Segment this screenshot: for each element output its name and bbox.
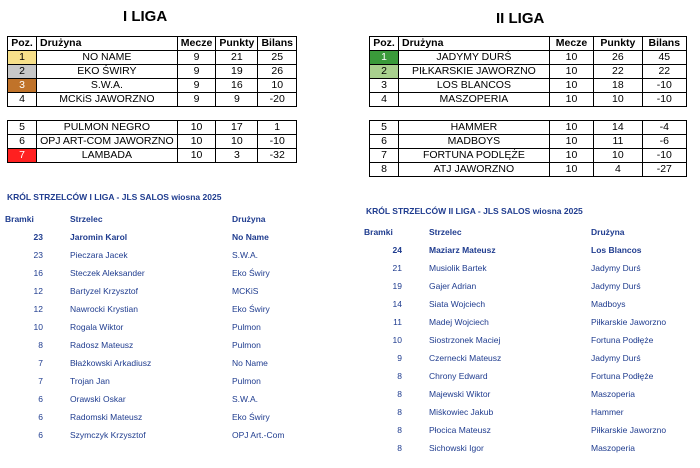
table-row (8, 65, 297, 79)
scorer-team-cell: No Name (232, 232, 269, 242)
matches-cell: 9 (177, 79, 216, 93)
balance-cell: 25 (258, 51, 297, 65)
points-cell: 14 (594, 121, 642, 135)
matches-cell: 9 (177, 65, 216, 79)
position-cell: 2 (370, 65, 399, 79)
scorers-header-row (364, 227, 684, 245)
scorer-name-cell: Madej Wojciech (429, 317, 489, 327)
scorer-name-cell: Nawrocki Krystian (70, 304, 139, 314)
scorer-name-cell: Błażkowski Arkadiusz (70, 358, 152, 368)
scorer-name-cell: Jaromin Karol (70, 232, 128, 242)
balance-header: Bilans (642, 37, 686, 51)
league2-scorers-list (364, 227, 684, 461)
scorer-team-cell: Piłkarskie Jaworzno (591, 425, 667, 435)
scorer-row (5, 250, 305, 268)
scorer-row (364, 317, 684, 335)
balance-cell: -6 (642, 135, 686, 149)
scorer-name-cell: Maziarz Mateusz (429, 245, 496, 255)
matches-cell: 10 (177, 121, 216, 135)
balance-header: Bilans (258, 37, 297, 51)
scorer-name-cell: Czernecki Mateusz (429, 353, 502, 363)
goals-header: Bramki (364, 227, 393, 237)
balance-cell: 1 (258, 121, 297, 135)
points-cell: 9 (216, 93, 258, 107)
scorer-team-cell: Fortuna Podłęże (591, 335, 654, 345)
table-row (8, 135, 297, 149)
goals-cell: 7 (38, 376, 43, 386)
scorer-team-cell: Hammer (591, 407, 624, 417)
goals-cell: 23 (33, 250, 43, 260)
points-header: Punkty (216, 37, 258, 51)
goals-cell: 10 (392, 335, 402, 345)
team-cell: S.W.A. (37, 79, 178, 93)
scorer-row (5, 268, 305, 286)
team-cell: MCKiS JAWORZNO (37, 93, 178, 107)
goals-cell: 6 (38, 412, 43, 422)
scorer-row (5, 358, 305, 376)
goals-cell: 12 (33, 304, 43, 314)
scorer-name-cell: Majewski Wiktor (429, 389, 491, 399)
spacer-cell (370, 107, 687, 121)
goals-cell: 6 (38, 394, 43, 404)
team-header: Drużyna (232, 214, 266, 224)
league1-title: I LIGA (123, 8, 168, 25)
league1-table (7, 36, 297, 163)
scorer-name-cell: Siata Wojciech (429, 299, 486, 309)
table-row (8, 149, 297, 163)
scorer-name-cell: Rogala Wiktor (70, 322, 124, 332)
points-cell: 16 (216, 79, 258, 93)
table-row (370, 65, 687, 79)
scorer-row (364, 299, 684, 317)
scorer-team-cell: Eko Świry (232, 304, 270, 314)
balance-cell: 26 (258, 65, 297, 79)
team-cell: LAMBADA (37, 149, 178, 163)
position-cell: 7 (8, 149, 37, 163)
matches-cell: 10 (549, 121, 593, 135)
table-row (370, 79, 687, 93)
pos-header: Poz. (370, 37, 399, 51)
goals-cell: 9 (397, 353, 402, 363)
scorer-team-cell: Eko Świry (232, 268, 270, 278)
team-cell: PULMON NEGRO (37, 121, 178, 135)
scorer-team-cell: Eko Świry (232, 412, 270, 422)
table-row (8, 121, 297, 135)
scorer-team-cell: MCKiS (232, 286, 259, 296)
goals-cell: 8 (397, 443, 402, 453)
scorer-team-cell: OPJ Art.-Com (232, 430, 285, 440)
scorer-team-cell: Madboys (591, 299, 626, 309)
scorer-name-cell: Bartyzel Krzysztof (70, 286, 139, 296)
league1-scorers-list (5, 214, 305, 448)
scorer-row (5, 412, 305, 430)
balance-cell: -10 (258, 135, 297, 149)
balance-cell: 10 (258, 79, 297, 93)
matches-cell: 10 (549, 65, 593, 79)
matches-cell: 10 (549, 135, 593, 149)
league1-scorers-title: KRÓL STRZELCÓW I LIGA - JLS SALOS wiosna 2025 (7, 192, 222, 202)
scorer-row (5, 322, 305, 340)
scorer-row (5, 376, 305, 394)
matches-cell: 9 (177, 51, 216, 65)
table-header-row (370, 37, 687, 51)
scorer-name-cell: Płocica Mateusz (429, 425, 491, 435)
matches-header: Mecze (549, 37, 593, 51)
scorer-row (5, 286, 305, 304)
scorer-team-cell: Jadymy Durś (591, 263, 641, 273)
scorer-team-cell: Pulmon (232, 376, 261, 386)
table-row (8, 79, 297, 93)
points-cell: 21 (216, 51, 258, 65)
scorer-team-cell: Maszoperia (591, 389, 635, 399)
table-row (8, 93, 297, 107)
balance-cell: -4 (642, 121, 686, 135)
team-cell: FORTUNA PODLĘŻE (399, 149, 550, 163)
table-row (370, 163, 687, 177)
matches-cell: 9 (177, 93, 216, 107)
goals-cell: 12 (33, 286, 43, 296)
scorer-row (5, 394, 305, 412)
points-cell: 10 (216, 135, 258, 149)
scorer-header: Strzelec (429, 227, 462, 237)
table-header-row (8, 37, 297, 51)
position-cell: 5 (8, 121, 37, 135)
points-cell: 10 (594, 149, 642, 163)
team-cell: EKO ŚWIRY (37, 65, 178, 79)
matches-cell: 10 (549, 163, 593, 177)
spacer-cell (8, 107, 297, 121)
position-cell: 1 (8, 51, 37, 65)
goals-cell: 16 (33, 268, 43, 278)
goals-cell: 7 (38, 358, 43, 368)
matches-cell: 10 (177, 135, 216, 149)
team-cell: MADBOYS (399, 135, 550, 149)
team-header: Drużyna (37, 37, 178, 51)
goals-cell: 8 (38, 340, 43, 350)
goals-cell: 24 (392, 245, 402, 255)
matches-cell: 10 (549, 79, 593, 93)
scorer-name-cell: Musiolik Bartek (429, 263, 487, 273)
scorer-row (5, 232, 305, 250)
table-row (8, 51, 297, 65)
matches-cell: 10 (549, 149, 593, 163)
table-row (370, 121, 687, 135)
position-cell: 6 (370, 135, 399, 149)
scorer-row (364, 425, 684, 443)
matches-header: Mecze (177, 37, 216, 51)
balance-cell: 45 (642, 51, 686, 65)
scorer-team-cell: Piłkarskie Jaworzno (591, 317, 667, 327)
position-cell: 1 (370, 51, 399, 65)
matches-cell: 10 (549, 93, 593, 107)
team-cell: PIŁKARSKIE JAWORZNO (399, 65, 550, 79)
table-row (370, 135, 687, 149)
table-row (370, 149, 687, 163)
position-cell: 5 (370, 121, 399, 135)
balance-cell: -32 (258, 149, 297, 163)
position-cell: 3 (8, 79, 37, 93)
balance-cell: -10 (642, 79, 686, 93)
scorer-name-cell: Sichowski Igor (429, 443, 484, 453)
position-cell: 7 (370, 149, 399, 163)
scorer-name-cell: Pieczara Jacek (70, 250, 128, 260)
position-cell: 3 (370, 79, 399, 93)
scorer-row (5, 430, 305, 448)
scorer-name-cell: Miśkowiec Jakub (429, 407, 494, 417)
goals-cell: 8 (397, 407, 402, 417)
league2-title: II LIGA (496, 10, 545, 27)
goals-cell: 10 (33, 322, 43, 332)
goals-cell: 14 (392, 299, 402, 309)
team-cell: NO NAME (37, 51, 178, 65)
scorer-team-cell: Fortuna Podłęże (591, 371, 654, 381)
balance-cell: -20 (258, 93, 297, 107)
points-cell: 3 (216, 149, 258, 163)
matches-cell: 10 (177, 149, 216, 163)
scorer-row (364, 281, 684, 299)
scorer-name-cell: Orawski Oskar (70, 394, 126, 404)
scorer-row (364, 407, 684, 425)
points-cell: 17 (216, 121, 258, 135)
balance-cell: 22 (642, 65, 686, 79)
points-cell: 19 (216, 65, 258, 79)
scorer-team-cell: No Name (232, 358, 268, 368)
goals-cell: 8 (397, 389, 402, 399)
position-cell: 4 (8, 93, 37, 107)
points-header: Punkty (594, 37, 642, 51)
scorer-team-cell: Los Blancos (591, 245, 642, 255)
balance-cell: -27 (642, 163, 686, 177)
scorer-team-cell: Jadymy Durś (591, 281, 641, 291)
team-cell: ATJ JAWORZNO (399, 163, 550, 177)
position-cell: 6 (8, 135, 37, 149)
scorer-name-cell: Radomski Mateusz (70, 412, 143, 422)
scorer-row (364, 443, 684, 461)
goals-cell: 11 (393, 317, 402, 327)
position-cell: 8 (370, 163, 399, 177)
scorer-row (364, 353, 684, 371)
scorer-team-cell: Pulmon (232, 340, 261, 350)
pos-header: Poz. (8, 37, 37, 51)
scorer-name-cell: Radosz Mateusz (70, 340, 134, 350)
points-cell: 22 (594, 65, 642, 79)
team-cell: HAMMER (399, 121, 550, 135)
scorer-row (364, 389, 684, 407)
team-header: Drużyna (591, 227, 625, 237)
points-cell: 10 (594, 93, 642, 107)
goals-cell: 23 (33, 232, 43, 242)
scorer-row (364, 371, 684, 389)
team-cell: OPJ ART-COM JAWORZNO (37, 135, 178, 149)
team-header: Drużyna (399, 37, 550, 51)
league2-scorers-title: KRÓL STRZELCÓW II LIGA - JLS SALOS wiosna 2025 (366, 206, 583, 216)
points-cell: 26 (594, 51, 642, 65)
goals-cell: 6 (38, 430, 43, 440)
points-cell: 11 (594, 135, 642, 149)
balance-cell: -10 (642, 93, 686, 107)
table-row (370, 51, 687, 65)
position-cell: 2 (8, 65, 37, 79)
matches-cell: 10 (549, 51, 593, 65)
table-spacer-row (8, 107, 297, 121)
team-cell: MASZOPERIA (399, 93, 550, 107)
goals-cell: 8 (397, 425, 402, 435)
team-cell: LOS BLANCOS (399, 79, 550, 93)
goals-cell: 21 (392, 263, 402, 273)
balance-cell: -10 (642, 149, 686, 163)
scorer-name-cell: Gajer Adrian (429, 281, 477, 291)
team-cell: JADYMY DURŚ (399, 51, 550, 65)
scorer-row (5, 340, 305, 358)
scorers-header-row (5, 214, 305, 232)
scorer-row (364, 263, 684, 281)
position-cell: 4 (370, 93, 399, 107)
points-cell: 18 (594, 79, 642, 93)
goals-cell: 8 (397, 371, 402, 381)
scorer-team-cell: Jadymy Durś (591, 353, 641, 363)
scorer-team-cell: Maszoperia (591, 443, 635, 453)
scorer-name-cell: Siostrzonek Maciej (429, 335, 501, 345)
scorer-row (5, 304, 305, 322)
goals-cell: 19 (392, 281, 402, 291)
scorer-row (364, 335, 684, 353)
scorer-row (364, 245, 684, 263)
scorer-name-cell: Szymczyk Krzysztof (70, 430, 146, 440)
scorer-header: Strzelec (70, 214, 103, 224)
scorer-team-cell: S.W.A. (232, 394, 258, 404)
league2-table (369, 36, 687, 177)
table-spacer-row (370, 107, 687, 121)
points-cell: 4 (594, 163, 642, 177)
scorer-name-cell: Chrony Edward (429, 371, 488, 381)
scorer-team-cell: Pulmon (232, 322, 261, 332)
scorer-name-cell: Steczek Aleksander (70, 268, 145, 278)
scorer-name-cell: Trojan Jan (70, 376, 110, 386)
table-row (370, 93, 687, 107)
goals-header: Bramki (5, 214, 34, 224)
scorer-team-cell: S.W.A. (232, 250, 258, 260)
